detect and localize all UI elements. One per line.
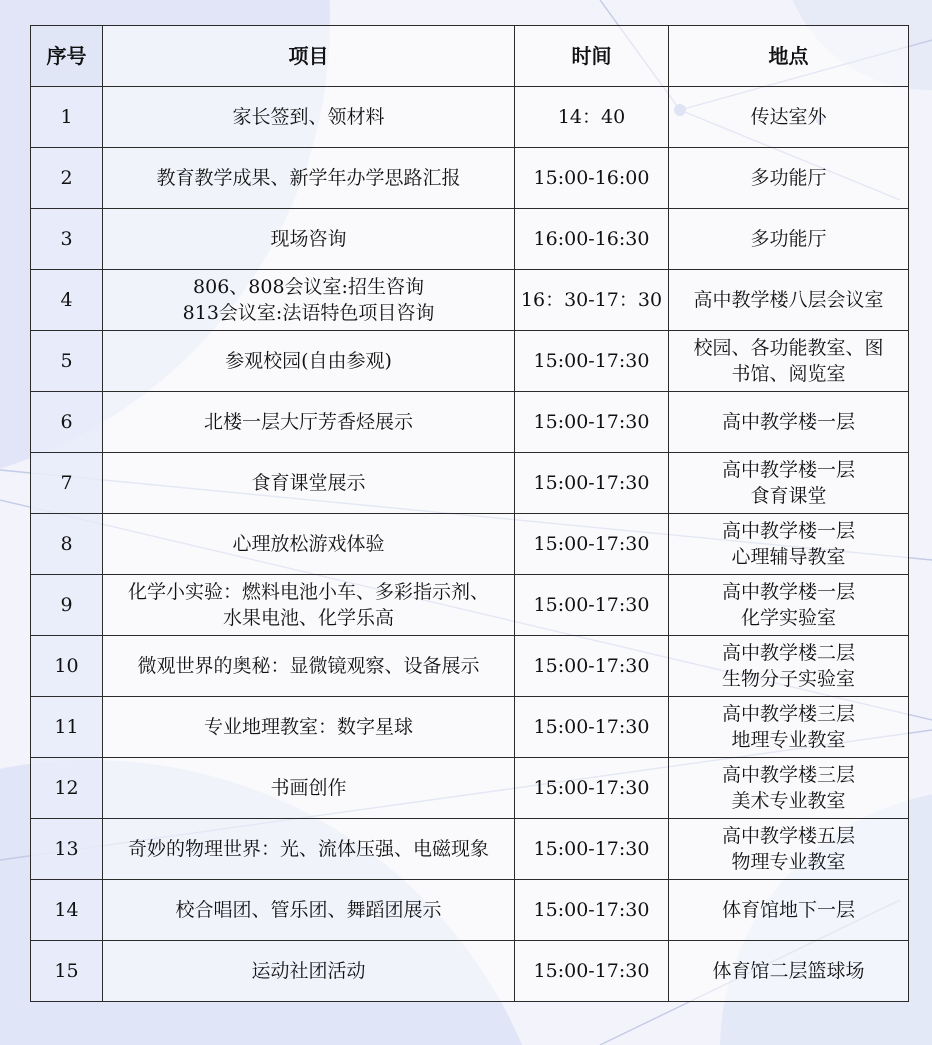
cell-item: 微观世界的奥秘：显微镜观察、设备展示 xyxy=(103,636,515,697)
schedule-table xyxy=(30,25,909,1002)
cell-number: 10 xyxy=(31,636,103,697)
cell-place: 高中教学楼五层 物理专业教室 xyxy=(669,819,909,880)
cell-time: 15:00-17:30 xyxy=(515,575,669,636)
cell-item: 家长签到、领材料 xyxy=(103,87,515,148)
cell-item: 化学小实验：燃料电池小车、多彩指示剂、 水果电池、化学乐高 xyxy=(103,575,515,636)
cell-place: 高中教学楼三层 美术专业教室 xyxy=(669,758,909,819)
cell-time: 15:00-17:30 xyxy=(515,880,669,941)
cell-item: 校合唱团、管乐团、舞蹈团展示 xyxy=(103,880,515,941)
cell-number: 7 xyxy=(31,453,103,514)
cell-time: 15:00-17:30 xyxy=(515,636,669,697)
table-row xyxy=(31,87,909,148)
cell-item: 806、808会议室:招生咨询 813会议室:法语特色项目咨询 xyxy=(103,270,515,331)
cell-place: 传达室外 xyxy=(669,87,909,148)
cell-time: 15:00-17:30 xyxy=(515,697,669,758)
cell-item: 专业地理教室：数字星球 xyxy=(103,697,515,758)
table-row xyxy=(31,392,909,453)
cell-time: 15:00-17:30 xyxy=(515,392,669,453)
table-header-row xyxy=(31,26,909,87)
table-row xyxy=(31,758,909,819)
cell-place: 校园、各功能教室、图 书馆、阅览室 xyxy=(669,331,909,392)
cell-time: 14：40 xyxy=(515,87,669,148)
cell-number: 9 xyxy=(31,575,103,636)
table-row xyxy=(31,880,909,941)
cell-item: 奇妙的物理世界：光、流体压强、电磁现象 xyxy=(103,819,515,880)
cell-item: 教育教学成果、新学年办学思路汇报 xyxy=(103,148,515,209)
cell-number: 1 xyxy=(31,87,103,148)
cell-number: 13 xyxy=(31,819,103,880)
header-cell-number: 序号 xyxy=(31,26,103,87)
cell-time: 16:00-16:30 xyxy=(515,209,669,270)
cell-number: 2 xyxy=(31,148,103,209)
cell-number: 6 xyxy=(31,392,103,453)
cell-time: 16：30-17：30 xyxy=(515,270,669,331)
cell-item: 心理放松游戏体验 xyxy=(103,514,515,575)
table-row xyxy=(31,575,909,636)
cell-place: 多功能厅 xyxy=(669,148,909,209)
cell-time: 15:00-17:30 xyxy=(515,453,669,514)
cell-item: 现场咨询 xyxy=(103,209,515,270)
cell-number: 14 xyxy=(31,880,103,941)
cell-place: 高中教学楼八层会议室 xyxy=(669,270,909,331)
cell-item: 食育课堂展示 xyxy=(103,453,515,514)
table-row xyxy=(31,697,909,758)
cell-number: 11 xyxy=(31,697,103,758)
table-row xyxy=(31,514,909,575)
cell-time: 15:00-16:00 xyxy=(515,148,669,209)
table-row xyxy=(31,819,909,880)
cell-place: 多功能厅 xyxy=(669,209,909,270)
cell-place: 高中教学楼一层 食育课堂 xyxy=(669,453,909,514)
header-cell-time: 时间 xyxy=(515,26,669,87)
table-row xyxy=(31,209,909,270)
cell-number: 15 xyxy=(31,941,103,1002)
cell-place: 高中教学楼一层 化学实验室 xyxy=(669,575,909,636)
cell-place: 体育馆地下一层 xyxy=(669,880,909,941)
cell-place: 高中教学楼一层 xyxy=(669,392,909,453)
table-row xyxy=(31,636,909,697)
cell-time: 15:00-17:30 xyxy=(515,941,669,1002)
cell-item: 书画创作 xyxy=(103,758,515,819)
table-row xyxy=(31,331,909,392)
table-row xyxy=(31,148,909,209)
header-cell-item: 项目 xyxy=(103,26,515,87)
cell-number: 5 xyxy=(31,331,103,392)
cell-time: 15:00-17:30 xyxy=(515,331,669,392)
cell-number: 4 xyxy=(31,270,103,331)
cell-time: 15:00-17:30 xyxy=(515,514,669,575)
cell-number: 8 xyxy=(31,514,103,575)
cell-time: 15:00-17:30 xyxy=(515,758,669,819)
cell-number: 3 xyxy=(31,209,103,270)
cell-item: 北楼一层大厅芳香烃展示 xyxy=(103,392,515,453)
cell-time: 15:00-17:30 xyxy=(515,819,669,880)
cell-number: 12 xyxy=(31,758,103,819)
table-row xyxy=(31,453,909,514)
table-row xyxy=(31,270,909,331)
cell-place: 高中教学楼三层 地理专业教室 xyxy=(669,697,909,758)
cell-item: 运动社团活动 xyxy=(103,941,515,1002)
table-body xyxy=(31,87,909,1002)
cell-item: 参观校园(自由参观) xyxy=(103,331,515,392)
cell-place: 高中教学楼一层 心理辅导教室 xyxy=(669,514,909,575)
header-cell-place: 地点 xyxy=(669,26,909,87)
cell-place: 体育馆二层篮球场 xyxy=(669,941,909,1002)
cell-place: 高中教学楼二层 生物分子实验室 xyxy=(669,636,909,697)
table-row xyxy=(31,941,909,1002)
